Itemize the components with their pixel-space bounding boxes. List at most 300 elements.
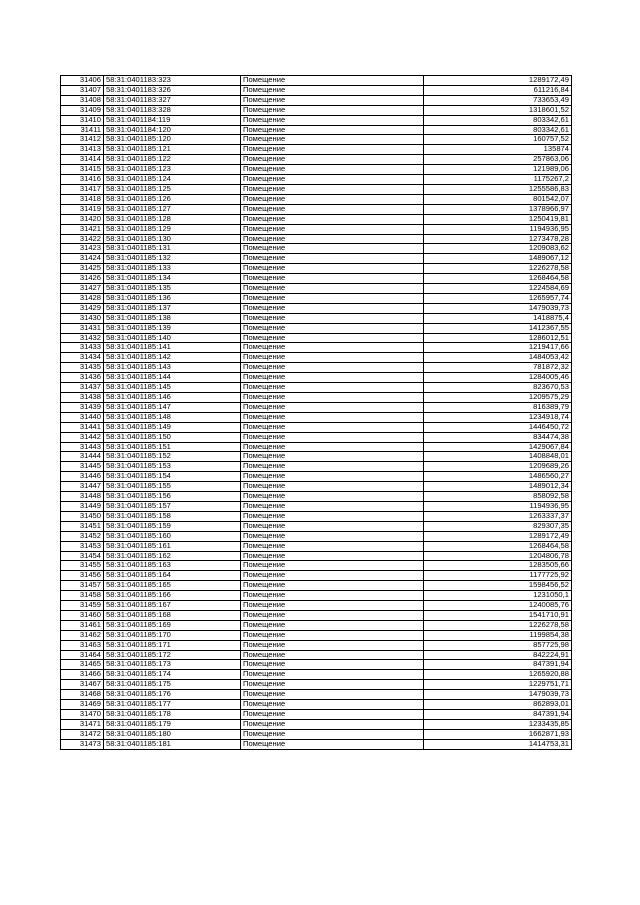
table-row	[61, 670, 572, 680]
object-type-cell: Помещение	[241, 551, 424, 561]
cadastral-number-cell: 58:31:0401185:144	[104, 373, 241, 383]
row-number-cell: 31466	[61, 670, 104, 680]
row-number-cell: 31441	[61, 422, 104, 432]
cadastral-value-cell: 1446450,72	[424, 422, 572, 432]
object-type-cell: Помещение	[241, 700, 424, 710]
cadastral-number-cell: 58:31:0401185:155	[104, 482, 241, 492]
cadastral-number-cell: 58:31:0401185:157	[104, 501, 241, 511]
cadastral-value-cell: 1209083,62	[424, 244, 572, 254]
cadastral-number-cell: 58:31:0401185:133	[104, 264, 241, 274]
row-number-cell: 31433	[61, 343, 104, 353]
cadastral-value-cell: 1268464,58	[424, 274, 572, 284]
row-number-cell: 31425	[61, 264, 104, 274]
cadastral-number-cell: 58:31:0401185:180	[104, 729, 241, 739]
row-number-cell: 31423	[61, 244, 104, 254]
table-row	[61, 591, 572, 601]
cadastral-number-cell: 58:31:0401185:128	[104, 214, 241, 224]
table-row	[61, 303, 572, 313]
object-type-cell: Помещение	[241, 601, 424, 611]
cadastral-number-cell: 58:31:0401185:173	[104, 660, 241, 670]
row-number-cell: 31438	[61, 393, 104, 403]
row-number-cell: 31420	[61, 214, 104, 224]
object-type-cell: Помещение	[241, 76, 424, 86]
object-type-cell: Помещение	[241, 293, 424, 303]
row-number-cell: 31413	[61, 145, 104, 155]
cadastral-value-cell: 1378966,97	[424, 204, 572, 214]
object-type-cell: Помещение	[241, 739, 424, 749]
object-type-cell: Помещение	[241, 501, 424, 511]
table-row	[61, 85, 572, 95]
table-row	[61, 214, 572, 224]
object-type-cell: Помещение	[241, 492, 424, 502]
cadastral-value-cell: 1283505,66	[424, 561, 572, 571]
cadastral-number-cell: 58:31:0401185:132	[104, 254, 241, 264]
object-type-cell: Помещение	[241, 452, 424, 462]
row-number-cell: 31427	[61, 284, 104, 294]
object-type-cell: Помещение	[241, 105, 424, 115]
row-number-cell: 31437	[61, 383, 104, 393]
row-number-cell: 31428	[61, 293, 104, 303]
cadastral-number-cell: 58:31:0401185:134	[104, 274, 241, 284]
row-number-cell: 31422	[61, 234, 104, 244]
object-type-cell: Помещение	[241, 462, 424, 472]
row-number-cell: 31436	[61, 373, 104, 383]
cadastral-value-cell: 1479039,73	[424, 690, 572, 700]
row-number-cell: 31429	[61, 303, 104, 313]
cadastral-value-cell: 1209689,26	[424, 462, 572, 472]
object-type-cell: Помещение	[241, 482, 424, 492]
object-type-cell: Помещение	[241, 323, 424, 333]
object-type-cell: Помещение	[241, 422, 424, 432]
object-type-cell: Помещение	[241, 581, 424, 591]
object-type-cell: Помещение	[241, 274, 424, 284]
table-row	[61, 284, 572, 294]
table-row	[61, 95, 572, 105]
table-row	[61, 373, 572, 383]
row-number-cell: 31450	[61, 511, 104, 521]
cadastral-number-cell: 58:31:0401185:150	[104, 432, 241, 442]
object-type-cell: Помещение	[241, 333, 424, 343]
cadastral-number-cell: 58:31:0401185:169	[104, 620, 241, 630]
cadastral-number-cell: 58:31:0401185:122	[104, 155, 241, 165]
row-number-cell: 31444	[61, 452, 104, 462]
row-number-cell: 31419	[61, 204, 104, 214]
cadastral-value-cell: 1598456,52	[424, 581, 572, 591]
row-number-cell: 31452	[61, 531, 104, 541]
object-type-cell: Помещение	[241, 125, 424, 135]
table-row	[61, 333, 572, 343]
cadastral-number-cell: 58:31:0401185:178	[104, 710, 241, 720]
row-number-cell: 31472	[61, 729, 104, 739]
cadastral-number-cell: 58:31:0401185:124	[104, 175, 241, 185]
object-type-cell: Помещение	[241, 402, 424, 412]
row-number-cell: 31458	[61, 591, 104, 601]
table-row	[61, 165, 572, 175]
object-type-cell: Помещение	[241, 432, 424, 442]
table-row	[61, 492, 572, 502]
cadastral-value-cell: 1233435,85	[424, 719, 572, 729]
object-type-cell: Помещение	[241, 610, 424, 620]
row-number-cell: 31412	[61, 135, 104, 145]
cadastral-number-cell: 58:31:0401185:143	[104, 363, 241, 373]
row-number-cell: 31463	[61, 640, 104, 650]
row-number-cell: 31439	[61, 402, 104, 412]
table-row	[61, 710, 572, 720]
cadastral-number-cell: 58:31:0401185:159	[104, 521, 241, 531]
cadastral-value-cell: 611216,84	[424, 85, 572, 95]
cadastral-number-cell: 58:31:0401185:120	[104, 135, 241, 145]
table-row	[61, 274, 572, 284]
cadastral-value-cell: 1226278,58	[424, 620, 572, 630]
row-number-cell: 31448	[61, 492, 104, 502]
object-type-cell: Помещение	[241, 313, 424, 323]
table-row	[61, 105, 572, 115]
cadastral-number-cell: 58:31:0401185:154	[104, 472, 241, 482]
cadastral-number-cell: 58:31:0401185:138	[104, 313, 241, 323]
cadastral-value-cell: 1175267,2	[424, 175, 572, 185]
cadastral-number-cell: 58:31:0401183:327	[104, 95, 241, 105]
table-row	[61, 501, 572, 511]
cadastral-number-cell: 58:31:0401184:119	[104, 115, 241, 125]
cadastral-value-cell: 1199854,38	[424, 630, 572, 640]
object-type-cell: Помещение	[241, 620, 424, 630]
cadastral-number-cell: 58:31:0401185:151	[104, 442, 241, 452]
row-number-cell: 31443	[61, 442, 104, 452]
table-row	[61, 511, 572, 521]
cadastral-number-cell: 58:31:0401185:163	[104, 561, 241, 571]
cadastral-value-cell: 1412367,55	[424, 323, 572, 333]
object-type-cell: Помещение	[241, 531, 424, 541]
table-row	[61, 125, 572, 135]
object-type-cell: Помещение	[241, 244, 424, 254]
cadastral-value-cell: 1429067,84	[424, 442, 572, 452]
table-row	[61, 363, 572, 373]
cadastral-value-cell: 257863,06	[424, 155, 572, 165]
cadastral-number-cell: 58:31:0401185:179	[104, 719, 241, 729]
cadastral-number-cell: 58:31:0401185:181	[104, 739, 241, 749]
object-type-cell: Помещение	[241, 145, 424, 155]
row-number-cell: 31470	[61, 710, 104, 720]
object-type-cell: Помещение	[241, 383, 424, 393]
cadastral-number-cell: 58:31:0401184:120	[104, 125, 241, 135]
cadastral-value-cell: 1255586,83	[424, 184, 572, 194]
cadastral-value-cell: 1273478,28	[424, 234, 572, 244]
cadastral-value-cell: 1662871,93	[424, 729, 572, 739]
cadastral-value-cell: 823670,53	[424, 383, 572, 393]
table-row	[61, 432, 572, 442]
object-type-cell: Помещение	[241, 630, 424, 640]
row-number-cell: 31460	[61, 610, 104, 620]
row-number-cell: 31417	[61, 184, 104, 194]
cadastral-value-cell: 1194936,95	[424, 224, 572, 234]
table-row	[61, 462, 572, 472]
cadastral-number-cell: 58:31:0401185:137	[104, 303, 241, 313]
object-type-cell: Помещение	[241, 472, 424, 482]
row-number-cell: 31447	[61, 482, 104, 492]
object-type-cell: Помещение	[241, 710, 424, 720]
table-row	[61, 145, 572, 155]
row-number-cell: 31467	[61, 680, 104, 690]
table-row	[61, 719, 572, 729]
cadastral-number-cell: 58:31:0401185:166	[104, 591, 241, 601]
row-number-cell: 31411	[61, 125, 104, 135]
object-type-cell: Помещение	[241, 85, 424, 95]
cadastral-number-cell: 58:31:0401185:142	[104, 353, 241, 363]
table-row	[61, 115, 572, 125]
row-number-cell: 31435	[61, 363, 104, 373]
object-type-cell: Помещение	[241, 264, 424, 274]
row-number-cell: 31434	[61, 353, 104, 363]
row-number-cell: 31446	[61, 472, 104, 482]
cadastral-number-cell: 58:31:0401185:121	[104, 145, 241, 155]
row-number-cell: 31468	[61, 690, 104, 700]
cadastral-number-cell: 58:31:0401185:147	[104, 402, 241, 412]
cadastral-number-cell: 58:31:0401185:168	[104, 610, 241, 620]
table-row	[61, 323, 572, 333]
table-row	[61, 729, 572, 739]
cadastral-number-cell: 58:31:0401185:153	[104, 462, 241, 472]
cadastral-number-cell: 58:31:0401183:326	[104, 85, 241, 95]
cadastral-value-cell: 121989,06	[424, 165, 572, 175]
table-row	[61, 610, 572, 620]
table-row	[61, 254, 572, 264]
cadastral-value-cell: 1224584,69	[424, 284, 572, 294]
object-type-cell: Помещение	[241, 224, 424, 234]
cadastral-number-cell: 58:31:0401185:152	[104, 452, 241, 462]
object-type-cell: Помещение	[241, 393, 424, 403]
row-number-cell: 31421	[61, 224, 104, 234]
cadastral-value-cell: 1231050,1	[424, 591, 572, 601]
table-row	[61, 482, 572, 492]
cadastral-value-cell: 781872,32	[424, 363, 572, 373]
cadastral-number-cell: 58:31:0401185:145	[104, 383, 241, 393]
cadastral-value-cell: 1204806,78	[424, 551, 572, 561]
table-row	[61, 313, 572, 323]
cadastral-value-cell: 1265957,74	[424, 293, 572, 303]
row-number-cell: 31459	[61, 601, 104, 611]
row-number-cell: 31408	[61, 95, 104, 105]
cadastral-value-cell: 816389,79	[424, 402, 572, 412]
cadastral-value-cell: 857725,98	[424, 640, 572, 650]
row-number-cell: 31449	[61, 501, 104, 511]
table-row	[61, 640, 572, 650]
object-type-cell: Помещение	[241, 690, 424, 700]
row-number-cell: 31407	[61, 85, 104, 95]
object-type-cell: Помещение	[241, 373, 424, 383]
cadastral-number-cell: 58:31:0401185:149	[104, 422, 241, 432]
object-type-cell: Помещение	[241, 254, 424, 264]
cadastral-value-table	[60, 75, 572, 750]
cadastral-value-cell: 135874	[424, 145, 572, 155]
object-type-cell: Помещение	[241, 591, 424, 601]
table-row	[61, 690, 572, 700]
row-number-cell: 31457	[61, 581, 104, 591]
table-row	[61, 472, 572, 482]
cadastral-value-cell: 801542,07	[424, 194, 572, 204]
object-type-cell: Помещение	[241, 541, 424, 551]
table-row	[61, 680, 572, 690]
row-number-cell: 31432	[61, 333, 104, 343]
cadastral-number-cell: 58:31:0401185:136	[104, 293, 241, 303]
cadastral-value-cell: 1486560,27	[424, 472, 572, 482]
cadastral-number-cell: 58:31:0401185:126	[104, 194, 241, 204]
object-type-cell: Помещение	[241, 521, 424, 531]
cadastral-number-cell: 58:31:0401185:170	[104, 630, 241, 640]
object-type-cell: Помещение	[241, 412, 424, 422]
cadastral-value-cell: 834474,38	[424, 432, 572, 442]
object-type-cell: Помещение	[241, 194, 424, 204]
row-number-cell: 31440	[61, 412, 104, 422]
table-row	[61, 412, 572, 422]
table-row	[61, 244, 572, 254]
cadastral-value-cell: 1263337,37	[424, 511, 572, 521]
row-number-cell: 31461	[61, 620, 104, 630]
cadastral-value-cell: 1286012,51	[424, 333, 572, 343]
object-type-cell: Помещение	[241, 234, 424, 244]
object-type-cell: Помещение	[241, 363, 424, 373]
cadastral-number-cell: 58:31:0401185:158	[104, 511, 241, 521]
table-row	[61, 76, 572, 86]
cadastral-value-cell: 1289172,49	[424, 531, 572, 541]
row-number-cell: 31414	[61, 155, 104, 165]
table-row	[61, 422, 572, 432]
row-number-cell: 31471	[61, 719, 104, 729]
cadastral-number-cell: 58:31:0401185:167	[104, 601, 241, 611]
row-number-cell: 31451	[61, 521, 104, 531]
object-type-cell: Помещение	[241, 343, 424, 353]
table-row	[61, 135, 572, 145]
cadastral-value-cell: 803342,61	[424, 115, 572, 125]
cadastral-value-cell: 1414753,31	[424, 739, 572, 749]
row-number-cell: 31442	[61, 432, 104, 442]
cadastral-number-cell: 58:31:0401185:139	[104, 323, 241, 333]
cadastral-value-cell: 1268464,58	[424, 541, 572, 551]
cadastral-number-cell: 58:31:0401183:323	[104, 76, 241, 86]
table-row	[61, 442, 572, 452]
table-row	[61, 452, 572, 462]
cadastral-value-cell: 1284005,46	[424, 373, 572, 383]
cadastral-value-cell: 858092,58	[424, 492, 572, 502]
cadastral-value-cell: 803342,61	[424, 125, 572, 135]
cadastral-number-cell: 58:31:0401185:123	[104, 165, 241, 175]
row-number-cell: 31454	[61, 551, 104, 561]
row-number-cell: 31430	[61, 313, 104, 323]
table-row	[61, 601, 572, 611]
table-row	[61, 551, 572, 561]
cadastral-number-cell: 58:31:0401185:174	[104, 670, 241, 680]
object-type-cell: Помещение	[241, 95, 424, 105]
cadastral-number-cell: 58:31:0401185:125	[104, 184, 241, 194]
cadastral-value-cell: 1418875,4	[424, 313, 572, 323]
cadastral-number-cell: 58:31:0401185:148	[104, 412, 241, 422]
table-row	[61, 194, 572, 204]
row-number-cell: 31410	[61, 115, 104, 125]
cadastral-value-cell: 160757,52	[424, 135, 572, 145]
object-type-cell: Помещение	[241, 442, 424, 452]
object-type-cell: Помещение	[241, 680, 424, 690]
object-type-cell: Помещение	[241, 719, 424, 729]
object-type-cell: Помещение	[241, 155, 424, 165]
row-number-cell: 31426	[61, 274, 104, 284]
cadastral-value-cell: 1489012,34	[424, 482, 572, 492]
cadastral-number-cell: 58:31:0401185:162	[104, 551, 241, 561]
table-row	[61, 402, 572, 412]
cadastral-number-cell: 58:31:0401185:141	[104, 343, 241, 353]
object-type-cell: Помещение	[241, 135, 424, 145]
row-number-cell: 31455	[61, 561, 104, 571]
row-number-cell: 31462	[61, 630, 104, 640]
cadastral-number-cell: 58:31:0401185:160	[104, 531, 241, 541]
row-number-cell: 31465	[61, 660, 104, 670]
cadastral-value-cell: 1234918,74	[424, 412, 572, 422]
cadastral-value-cell: 1209575,29	[424, 393, 572, 403]
cadastral-value-cell: 1177725,92	[424, 571, 572, 581]
row-number-cell: 31456	[61, 571, 104, 581]
cadastral-value-cell: 862893,01	[424, 700, 572, 710]
cadastral-value-cell: 1240085,76	[424, 601, 572, 611]
cadastral-number-cell: 58:31:0401183:328	[104, 105, 241, 115]
cadastral-value-cell: 829307,35	[424, 521, 572, 531]
cadastral-value-cell: 1226278,58	[424, 264, 572, 274]
object-type-cell: Помещение	[241, 511, 424, 521]
cadastral-number-cell: 58:31:0401185:130	[104, 234, 241, 244]
object-type-cell: Помещение	[241, 650, 424, 660]
table-row	[61, 264, 572, 274]
table-row	[61, 184, 572, 194]
object-type-cell: Помещение	[241, 284, 424, 294]
cadastral-value-cell: 1250419,81	[424, 214, 572, 224]
row-number-cell: 31415	[61, 165, 104, 175]
object-type-cell: Помещение	[241, 184, 424, 194]
cadastral-number-cell: 58:31:0401185:127	[104, 204, 241, 214]
cadastral-value-cell: 1318601,52	[424, 105, 572, 115]
table-body	[61, 76, 572, 750]
object-type-cell: Помещение	[241, 204, 424, 214]
object-type-cell: Помещение	[241, 353, 424, 363]
table-row	[61, 224, 572, 234]
cadastral-number-cell: 58:31:0401185:140	[104, 333, 241, 343]
table-row	[61, 383, 572, 393]
table-row	[61, 739, 572, 749]
table-row	[61, 204, 572, 214]
table-row	[61, 155, 572, 165]
object-type-cell: Помещение	[241, 115, 424, 125]
cadastral-number-cell: 58:31:0401185:165	[104, 581, 241, 591]
object-type-cell: Помещение	[241, 214, 424, 224]
table-row	[61, 353, 572, 363]
row-number-cell: 31409	[61, 105, 104, 115]
table-row	[61, 571, 572, 581]
cadastral-number-cell: 58:31:0401185:135	[104, 284, 241, 294]
cadastral-number-cell: 58:31:0401185:175	[104, 680, 241, 690]
cadastral-number-cell: 58:31:0401185:129	[104, 224, 241, 234]
cadastral-value-cell: 842224,91	[424, 650, 572, 660]
cadastral-value-cell: 1408848,01	[424, 452, 572, 462]
cadastral-number-cell: 58:31:0401185:156	[104, 492, 241, 502]
row-number-cell: 31464	[61, 650, 104, 660]
cadastral-value-cell: 1289172,49	[424, 76, 572, 86]
cadastral-number-cell: 58:31:0401185:172	[104, 650, 241, 660]
cadastral-value-cell: 847391,94	[424, 660, 572, 670]
cadastral-number-cell: 58:31:0401185:146	[104, 393, 241, 403]
row-number-cell: 31416	[61, 175, 104, 185]
table-row	[61, 541, 572, 551]
table-row	[61, 531, 572, 541]
table-row	[61, 660, 572, 670]
table-row	[61, 343, 572, 353]
table-row	[61, 234, 572, 244]
object-type-cell: Помещение	[241, 660, 424, 670]
